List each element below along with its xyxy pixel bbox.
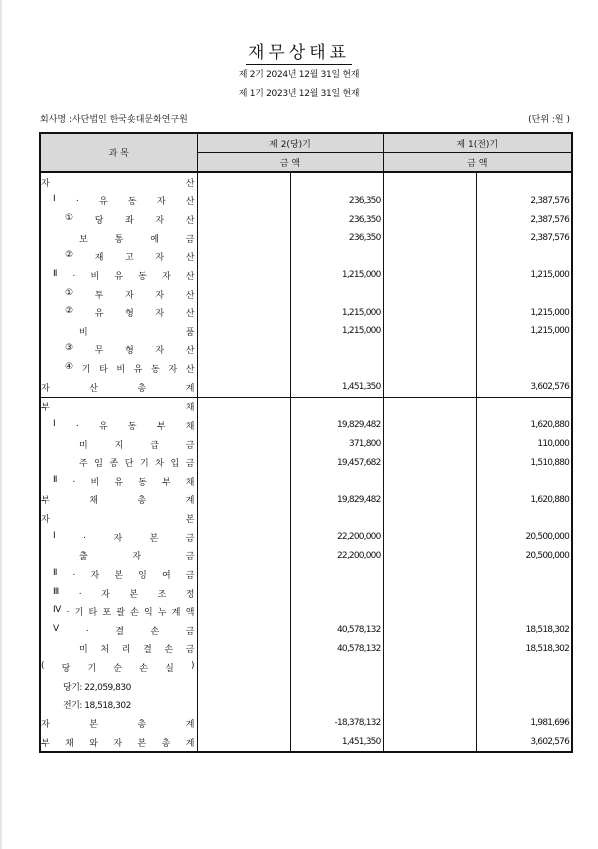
account-label: 자 본 총 계 xyxy=(41,719,195,730)
prior-amount: 2,387,576 xyxy=(530,214,570,225)
table-row xyxy=(40,210,572,229)
table-row xyxy=(40,397,572,416)
current-amount xyxy=(290,677,383,696)
prior-amount: 18,518,302 xyxy=(525,625,570,636)
current-amount: 22,200,000 xyxy=(290,547,383,566)
current-amount xyxy=(290,248,383,267)
prior-subtotal-cell xyxy=(383,172,476,192)
prior-amount: 20,500,000 xyxy=(525,550,570,561)
table-row xyxy=(40,378,572,397)
prior-amount xyxy=(476,696,572,715)
account-name xyxy=(40,172,197,192)
table-row xyxy=(40,696,572,715)
account-label: Ⅰ . 유 동 부 채 xyxy=(53,418,195,432)
prior-amount xyxy=(476,584,572,603)
period-prior: 제 1기 2023년 12월 31일 현재 xyxy=(238,89,360,99)
prior-subtotal-cell xyxy=(383,696,476,715)
table-row xyxy=(40,285,572,304)
table-row xyxy=(40,547,572,566)
account-name xyxy=(40,453,197,472)
prior-amount xyxy=(476,397,572,416)
net-loss-note: 전기: 18,518,302 xyxy=(63,701,131,712)
current-amount xyxy=(290,658,383,677)
net-loss-note: 당기: 22,059,830 xyxy=(63,682,131,693)
current-amount: 1,215,000 xyxy=(290,266,383,285)
current-amount: 236,350 xyxy=(290,192,383,211)
current-subtotal-cell xyxy=(197,509,290,528)
table-row xyxy=(40,584,572,603)
current-subtotal-cell xyxy=(197,491,290,510)
current-amount: 1,451,350 xyxy=(290,378,383,397)
prior-subtotal-cell xyxy=(383,435,476,454)
prior-amount: 1,620,880 xyxy=(530,494,570,505)
prior-amount: 2,387,576 xyxy=(530,195,570,206)
account-name xyxy=(40,677,197,696)
prior-amount: 18,518,302 xyxy=(525,643,570,654)
account-label: Ⅲ . 자 본 조 정 xyxy=(53,586,195,600)
document-title: 재무상태표 xyxy=(247,43,351,63)
account-name xyxy=(40,547,197,566)
current-subtotal-cell xyxy=(197,547,290,566)
table-row xyxy=(40,303,572,322)
prior-subtotal-cell xyxy=(383,378,476,397)
account-name xyxy=(40,210,197,229)
prior-amount: 20,500,000 xyxy=(525,532,570,543)
current-amount xyxy=(290,509,383,528)
account-name xyxy=(40,696,197,715)
account-label: Ⅳ . 기 타 포 괄 손 익 누 계 액 xyxy=(53,605,195,619)
prior-subtotal-cell xyxy=(383,472,476,491)
prior-subtotal-cell xyxy=(383,359,476,378)
prior-amount: 1,981,696 xyxy=(530,718,570,729)
header-prior-period: 제 1(전)기 xyxy=(383,133,572,153)
prior-subtotal-cell xyxy=(383,640,476,659)
account-label: 부 채 총 계 xyxy=(41,496,195,507)
account-label: Ⅴ . 결 손 금 xyxy=(53,623,195,637)
account-label: ( 당 기 순 손 실 ) xyxy=(41,661,195,675)
table-row xyxy=(40,229,572,248)
account-label: ② 재 고 자 산 xyxy=(65,250,195,264)
current-amount: 22,200,000 xyxy=(290,528,383,547)
prior-amount xyxy=(476,172,572,192)
prior-subtotal-cell xyxy=(383,416,476,435)
current-amount: 1,451,350 xyxy=(290,733,383,753)
account-label: Ⅱ . 비 유 동 자 산 xyxy=(53,268,195,282)
account-name xyxy=(40,602,197,621)
current-subtotal-cell xyxy=(197,229,290,248)
current-subtotal-cell xyxy=(197,359,290,378)
table-row xyxy=(40,509,572,528)
current-subtotal-cell xyxy=(197,472,290,491)
prior-subtotal-cell xyxy=(383,547,476,566)
account-name xyxy=(40,640,197,659)
table-row xyxy=(40,472,572,491)
prior-amount xyxy=(476,565,572,584)
prior-subtotal-cell xyxy=(383,565,476,584)
table-row xyxy=(40,528,572,547)
current-subtotal-cell xyxy=(197,416,290,435)
table-row xyxy=(40,640,572,659)
current-subtotal-cell xyxy=(197,453,290,472)
account-name xyxy=(40,658,197,677)
table-row xyxy=(40,341,572,360)
current-subtotal-cell xyxy=(197,303,290,322)
header-current-period: 제 2(당)기 xyxy=(197,133,383,153)
current-subtotal-cell xyxy=(197,528,290,547)
current-amount xyxy=(290,285,383,304)
prior-amount xyxy=(476,472,572,491)
current-amount xyxy=(290,565,383,584)
account-name xyxy=(40,229,197,248)
prior-subtotal-cell xyxy=(383,658,476,677)
current-amount xyxy=(290,397,383,416)
current-subtotal-cell xyxy=(197,266,290,285)
current-subtotal-cell xyxy=(197,397,290,416)
prior-subtotal-cell xyxy=(383,584,476,603)
period-current: 제 2기 2024년 12월 31일 현재 xyxy=(238,70,360,80)
header-current-amount: 금 액 xyxy=(197,153,383,173)
current-amount: 236,350 xyxy=(290,229,383,248)
prior-amount xyxy=(476,248,572,267)
prior-amount xyxy=(476,509,572,528)
table-row xyxy=(40,453,572,472)
table-row xyxy=(40,322,572,341)
prior-amount xyxy=(476,677,572,696)
prior-subtotal-cell xyxy=(383,602,476,621)
account-label: ③ 무 형 자 산 xyxy=(65,343,195,357)
current-amount: -18,378,132 xyxy=(290,714,383,733)
account-name xyxy=(40,303,197,322)
current-subtotal-cell xyxy=(197,378,290,397)
prior-subtotal-cell xyxy=(383,322,476,341)
account-label: 부 채 xyxy=(41,403,195,414)
account-name xyxy=(40,435,197,454)
table-row xyxy=(40,192,572,211)
account-label: 출 자 금 xyxy=(79,552,195,563)
current-subtotal-cell xyxy=(197,285,290,304)
current-amount: 40,578,132 xyxy=(290,621,383,640)
account-label: 미 처 리 결 손 금 xyxy=(79,645,195,656)
account-name xyxy=(40,285,197,304)
current-subtotal-cell xyxy=(197,248,290,267)
current-amount: 371,800 xyxy=(290,435,383,454)
account-label: ④ 기 타 비 유 동 자 산 xyxy=(65,362,195,376)
table-row xyxy=(40,491,572,510)
prior-subtotal-cell xyxy=(383,285,476,304)
current-amount: 40,578,132 xyxy=(290,640,383,659)
table-row xyxy=(40,714,572,733)
account-name xyxy=(40,378,197,397)
current-subtotal-cell xyxy=(197,658,290,677)
table-row xyxy=(40,658,572,677)
prior-amount: 1,510,880 xyxy=(530,457,570,468)
account-name xyxy=(40,322,197,341)
prior-subtotal-cell xyxy=(383,341,476,360)
account-label: Ⅱ . 자 본 잉 여 금 xyxy=(53,567,195,581)
account-label: 자 본 xyxy=(41,515,195,526)
current-subtotal-cell xyxy=(197,677,290,696)
current-amount xyxy=(290,602,383,621)
current-subtotal-cell xyxy=(197,602,290,621)
table-row xyxy=(40,621,572,640)
prior-subtotal-cell xyxy=(383,266,476,285)
account-label: ② 유 형 자 산 xyxy=(65,306,195,320)
account-label: Ⅰ . 자 본 금 xyxy=(53,530,195,544)
current-subtotal-cell xyxy=(197,435,290,454)
prior-subtotal-cell xyxy=(383,509,476,528)
current-subtotal-cell xyxy=(197,192,290,211)
table-row xyxy=(40,416,572,435)
table-row xyxy=(40,677,572,696)
prior-subtotal-cell xyxy=(383,733,476,753)
current-subtotal-cell xyxy=(197,584,290,603)
table-row xyxy=(40,172,572,192)
header-prior-amount: 금 액 xyxy=(383,153,572,173)
current-subtotal-cell xyxy=(197,322,290,341)
prior-subtotal-cell xyxy=(383,621,476,640)
prior-subtotal-cell xyxy=(383,491,476,510)
table-row xyxy=(40,359,572,378)
prior-amount xyxy=(476,658,572,677)
account-name xyxy=(40,733,197,753)
current-amount: 1,215,000 xyxy=(290,303,383,322)
prior-subtotal-cell xyxy=(383,528,476,547)
current-amount: 19,457,682 xyxy=(290,453,383,472)
account-name xyxy=(40,584,197,603)
prior-amount: 2,387,576 xyxy=(530,233,570,244)
account-label: Ⅱ . 비 유 동 부 채 xyxy=(53,474,195,488)
account-name xyxy=(40,397,197,416)
prior-subtotal-cell xyxy=(383,192,476,211)
table-row xyxy=(40,266,572,285)
table-row xyxy=(40,733,572,753)
current-amount xyxy=(290,584,383,603)
page-left-edge xyxy=(0,0,2,849)
current-amount: 1,215,000 xyxy=(290,322,383,341)
account-name xyxy=(40,416,197,435)
account-name xyxy=(40,248,197,267)
account-name xyxy=(40,359,197,378)
current-subtotal-cell xyxy=(197,210,290,229)
currency-unit: (단위 :원 ) xyxy=(528,115,570,125)
account-name xyxy=(40,491,197,510)
account-label: ① 당 좌 자 산 xyxy=(65,213,195,227)
prior-amount xyxy=(476,359,572,378)
current-subtotal-cell xyxy=(197,341,290,360)
current-amount: 19,829,482 xyxy=(290,416,383,435)
account-name xyxy=(40,528,197,547)
account-name xyxy=(40,621,197,640)
account-label: 주 임 종 단 기 차 입 금 xyxy=(79,459,195,470)
table-row xyxy=(40,602,572,621)
prior-subtotal-cell xyxy=(383,453,476,472)
account-label: 부 채 와 자 본 총 계 xyxy=(41,738,195,749)
table-row xyxy=(40,248,572,267)
prior-subtotal-cell xyxy=(383,248,476,267)
prior-amount: 1,215,000 xyxy=(530,307,570,318)
account-label: 자 산 총 계 xyxy=(41,383,195,394)
current-amount: 19,829,482 xyxy=(290,491,383,510)
prior-amount: 3,602,576 xyxy=(530,382,570,393)
account-label: 자 산 xyxy=(41,178,195,189)
prior-amount xyxy=(476,341,572,360)
account-label: 보 통 예 금 xyxy=(79,234,195,245)
current-subtotal-cell xyxy=(197,172,290,192)
current-amount xyxy=(290,341,383,360)
current-subtotal-cell xyxy=(197,714,290,733)
prior-amount: 1,215,000 xyxy=(530,270,570,281)
prior-subtotal-cell xyxy=(383,303,476,322)
current-amount: 236,350 xyxy=(290,210,383,229)
prior-amount xyxy=(476,602,572,621)
prior-amount: 1,620,880 xyxy=(530,420,570,431)
balance-sheet-table xyxy=(39,132,573,753)
account-name xyxy=(40,714,197,733)
current-amount xyxy=(290,172,383,192)
prior-amount: 110,000 xyxy=(537,439,570,450)
prior-amount: 1,215,000 xyxy=(530,326,570,337)
account-label: Ⅰ . 유 동 자 산 xyxy=(53,194,195,208)
current-subtotal-cell xyxy=(197,621,290,640)
account-name xyxy=(40,341,197,360)
prior-subtotal-cell xyxy=(383,210,476,229)
account-name xyxy=(40,565,197,584)
account-label: 미 지 급 금 xyxy=(79,440,195,451)
prior-subtotal-cell xyxy=(383,714,476,733)
current-subtotal-cell xyxy=(197,696,290,715)
account-name xyxy=(40,472,197,491)
current-amount xyxy=(290,696,383,715)
table-row xyxy=(40,565,572,584)
prior-subtotal-cell xyxy=(383,397,476,416)
prior-amount xyxy=(476,285,572,304)
account-name xyxy=(40,509,197,528)
account-name xyxy=(40,266,197,285)
account-label: 비 품 xyxy=(79,327,195,338)
current-amount xyxy=(290,359,383,378)
current-amount xyxy=(290,472,383,491)
account-label: ① 투 자 자 산 xyxy=(65,287,195,301)
table-row xyxy=(40,435,572,454)
prior-subtotal-cell xyxy=(383,677,476,696)
company-name: 회사명 :사단법인 한국숏대문화연구원 xyxy=(40,115,188,125)
account-name xyxy=(40,192,197,211)
current-subtotal-cell xyxy=(197,640,290,659)
header-account: 과 목 xyxy=(40,133,197,172)
current-subtotal-cell xyxy=(197,565,290,584)
prior-amount: 3,602,576 xyxy=(530,737,570,748)
prior-subtotal-cell xyxy=(383,229,476,248)
current-subtotal-cell xyxy=(197,733,290,753)
